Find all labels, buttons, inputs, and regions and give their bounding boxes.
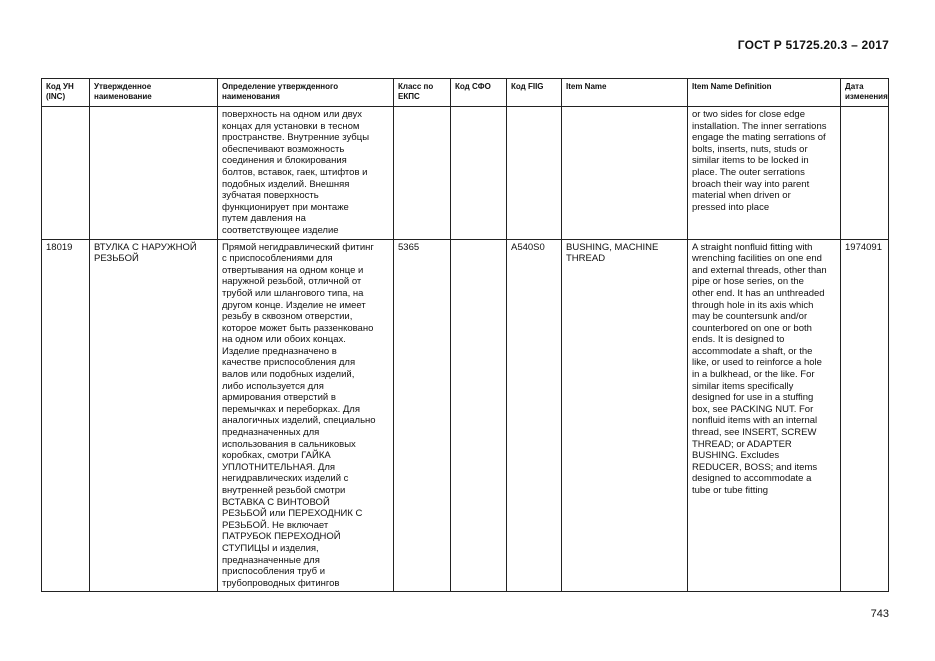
cell-sfo-code [451, 239, 507, 592]
cell-sfo-code [451, 107, 507, 240]
cell-class: 5365 [394, 239, 451, 592]
header-item-name: Item Name [562, 79, 688, 107]
header-change-date: Дата изменения [841, 79, 889, 107]
header-item-name-definition: Item Name Definition [688, 79, 841, 107]
header-class: Класс по ЕКПС [394, 79, 451, 107]
cell-definition: Прямой негидравлический фитинг с приспособлениями для отвертывания на одном конце и наружной резьбой, отличной от трубой или шлангового типа, на другом конце. Изделие не имеет резьбу в сквозном отверстии, которое может быть раззенковано на одном или обоих концах. Изделие предназначено в качестве приспособления для валов или подобных изделий, либо используется для армирования отверстий в перемычках и переборках. Для аналогичных изделий, специально предназначенных для использования в сальниковых коробках, смотри ГАЙКА УПЛОТНИТЕЛЬНАЯ. Для негидравлических изделий с внутренней резьбой смотри ВСТАВКА С ВИНТОВОЙ РЕЗЬБОЙ или ПЕРЕХОДНИК С РЕЗЬБОЙ. Не включает ПАТРУБОК ПЕРЕХОДНОЙ СТУПИЦЫ и изделия, предназначенные для приспособления труб и трубопроводных фитингов [218, 239, 394, 592]
cell-change-date [841, 107, 889, 240]
cell-item-name [562, 107, 688, 240]
table-row [42, 239, 889, 592]
cell-definition: поверхность на одном или двух концах для установки в тесном пространстве. Внутренние зубцы обеспечивают возможность соединения и блокирования болтов, вставок, гаек, штифтов и подобных изделий. Внешняя зубчатая поверхность функционирует при монтаже путем давления на соответствующее изделие [218, 107, 394, 240]
cell-change-date: 1974091 [841, 239, 889, 592]
cell-inc [42, 107, 90, 240]
document-standard-number: ГОСТ Р 51725.20.3 – 2017 [737, 38, 889, 52]
cell-item-name: BUSHING, MACHINE THREAD [562, 239, 688, 592]
table-header-row [42, 79, 889, 107]
header-sfo-code: Код СФО [451, 79, 507, 107]
header-approved-name: Утвержденное наименование [90, 79, 218, 107]
cell-approved-name: ВТУЛКА С НАРУЖНОЙ РЕЗЬБОЙ [90, 239, 218, 592]
cell-item-name-definition: or two sides for close edge installation. The inner serrations engage the mating serrations of bolts, inserts, nuts, studs or similar items to be locked in place. The outer serrations broach their way into parent material when driven or pressed into place [688, 107, 841, 240]
header-fiig-code: Код FIIG [507, 79, 562, 107]
header-inc: Код УН (INC) [42, 79, 90, 107]
cell-fiig-code: A540S0 [507, 239, 562, 592]
cell-item-name-definition: A straight nonfluid fitting with wrenching facilities on one end and external threads, other than pipe or hose series, on the other end. It has an unthreaded through hole in its axis which may be countersunk and/or counterbored on one or both ends. It is designed to accommodate a shaft, or the like, or used to reinforce a hole in a bulkhead, or the like. For similar items specifically designed for use in a stuffing box, see PACKING NUT. For nonfluid items with an internal thread, see INSERT, SCREW THREAD; or ADAPTER BUSHING. Excludes REDUCER, BOSS; and items designed to accommodate a tube or tube fitting [688, 239, 841, 592]
header-definition: Определение утвержденного наименования [218, 79, 394, 107]
cell-inc: 18019 [42, 239, 90, 592]
cell-approved-name [90, 107, 218, 240]
table-row [42, 107, 889, 240]
cell-fiig-code [507, 107, 562, 240]
nomenclature-table [41, 78, 889, 592]
cell-class [394, 107, 451, 240]
page-number: 743 [870, 608, 889, 620]
